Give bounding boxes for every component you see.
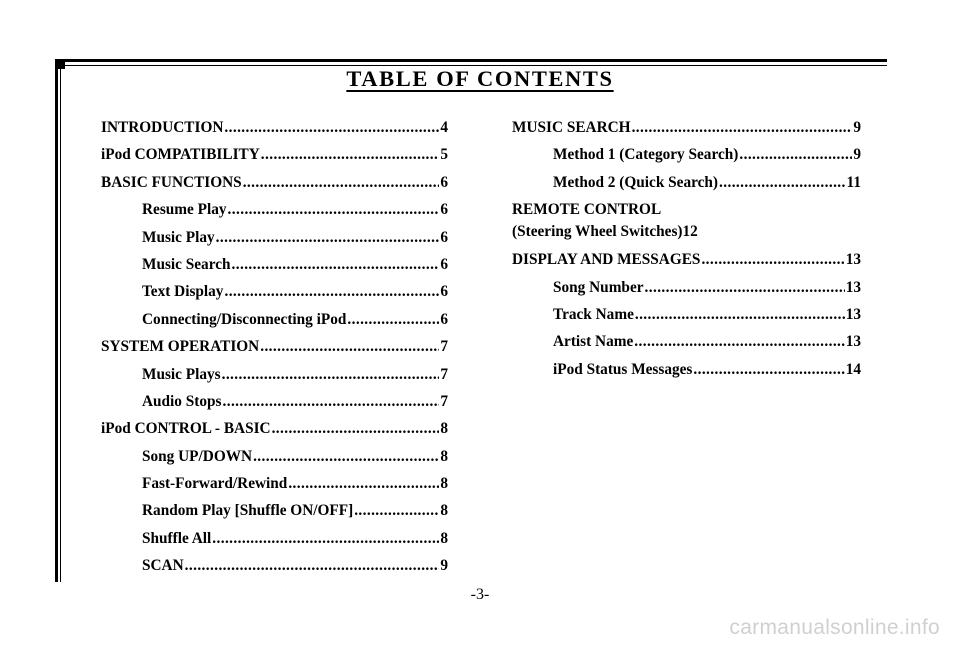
toc-entry-label: INTRODUCTION [101,119,224,136]
toc-entry-label: Track Name [553,305,634,323]
toc-entry-shuffle-all[interactable] [101,530,448,557]
toc-entry-label: Shuffle All [142,529,212,547]
dot-leader [222,366,440,384]
dot-leader [232,256,440,274]
toc-entry-page: 7 [440,365,448,383]
dot-leader [223,393,440,411]
toc-entry-label: Fast-Forward/Rewind [142,475,288,493]
toc-entry-page: 9 [853,119,861,136]
dot-leader [739,146,852,164]
page-number: -3- [470,586,490,603]
toc-entry-page: 6 [440,310,448,328]
toc-entry-page: 6 [440,228,448,246]
toc-entry-page: 14 [845,360,861,378]
toc-entry-page: 13 [845,333,861,351]
toc-entry-page: 8 [440,475,448,493]
toc-entry-label: Audio Stops [142,392,222,410]
toc-entry-song-up-down[interactable] [101,448,448,475]
toc-entry-ipod-compatibility[interactable] [101,146,448,173]
toc-entry-ipod-status-messages[interactable] [512,361,861,388]
toc-right-column [512,119,861,388]
toc-entry-page: 4 [440,119,448,136]
dot-leader [212,530,439,548]
dot-leader [693,361,844,379]
toc-left-column [101,119,448,585]
dot-leader [224,283,439,301]
toc-entry-resume-play[interactable] [101,201,448,228]
toc-entry-page: 13 [845,278,861,296]
toc-entry-display-and-messages[interactable] [512,251,861,278]
toc-entry-label: Resume Play [142,201,227,219]
dot-leader [347,311,439,329]
toc-entry-label: Text Display [142,283,224,301]
toc-entry-page: 13 [845,251,861,269]
toc-entry-page: 13 [845,305,861,323]
side-rule-thin [60,65,61,582]
toc-entry-label: Song UP/DOWN [142,447,253,465]
toc-entry-label-continued: (Steering Wheel Switches) [512,223,683,241]
side-rule-thick [55,59,58,582]
toc-entry-label: iPod COMPATIBILITY [101,146,260,164]
toc-entry-label: Artist Name [553,333,634,351]
toc-entry-label: DISPLAY AND MESSAGES [512,251,701,269]
toc-entry-label: iPod Status Messages [553,360,693,378]
toc-entry-label: REMOTE CONTROL [512,201,662,219]
toc-entry-text-display[interactable] [101,283,448,310]
toc-entry-label: iPod CONTROL - BASIC [101,420,271,438]
toc-entry-ipod-control-basic[interactable] [101,420,448,447]
toc-entry-label: Connecting/Disconnecting iPod [142,310,347,328]
toc-entry-page: 6 [440,283,448,301]
dot-leader [701,251,844,269]
toc-entry-music-plays[interactable] [101,366,448,393]
toc-entry-remote-control[interactable] [512,201,861,251]
dot-leader [645,279,845,297]
page-title-text: TABLE OF CONTENTS [346,66,614,91]
toc-entry-page: 12 [682,223,698,241]
toc-entry-label: Method 2 (Quick Search) [553,173,719,191]
dot-leader [632,119,853,137]
dot-leader [216,229,440,247]
toc-entry-introduction[interactable] [101,119,448,146]
toc-entry-label: Song Number [553,278,644,296]
toc-entry-page: 11 [846,173,861,191]
toc-entry-page: 5 [440,146,448,164]
toc-entry-label: Music Plays [142,365,221,383]
toc-entry-label: SYSTEM OPERATION [101,338,260,356]
toc-entry-label: Method 1 (Category Search) [553,146,739,164]
toc-entry-connecting-disconnecting-ipod[interactable] [101,311,448,338]
dot-leader [243,174,440,192]
toc-entry-page: 9 [440,557,448,575]
dot-leader [288,475,439,493]
toc-entry-page: 6 [440,201,448,219]
toc-entry-page: 8 [440,502,448,520]
toc-entry-page: 8 [440,420,448,438]
toc-entry-label: BASIC FUNCTIONS [101,173,242,191]
dot-leader [224,119,439,137]
toc-entry-page: 8 [440,447,448,465]
toc-entry-page: 6 [440,255,448,273]
header-rule-thick [55,59,887,62]
dot-leader [260,338,439,356]
page-title [0,66,960,92]
toc-entry-music-search[interactable] [101,256,448,283]
toc-entry-fast-forward-rewind[interactable] [101,475,448,502]
toc-entry-method-1-category-search[interactable] [512,146,861,173]
toc-entry-audio-stops[interactable] [101,393,448,420]
toc-entry-track-name[interactable] [512,306,861,333]
dot-leader [253,448,439,466]
toc-entry-music-search[interactable] [512,119,861,146]
watermark: carmanualsonline.info [729,616,940,639]
toc-entry-label: Music Play [142,228,215,246]
toc-entry-random-play-shuffle-on-off[interactable] [101,502,448,529]
dot-leader [354,502,439,520]
dot-leader [635,306,845,324]
toc-entry-page: 6 [440,173,448,191]
toc-entry-music-play[interactable] [101,229,448,256]
toc-entry-page: 8 [440,529,448,547]
toc-entry-label: MUSIC SEARCH [512,119,631,136]
toc-entry-page: 7 [440,338,448,356]
toc-entry-label: Music Search [142,255,231,273]
toc-entry-system-operation[interactable] [101,338,448,365]
toc-entry-basic-functions[interactable] [101,174,448,201]
toc-entry-label: Random Play [Shuffle ON/OFF] [142,502,354,520]
dot-leader [185,557,440,575]
dot-leader [634,333,844,351]
toc-entry-page: 7 [440,392,448,410]
toc-entry-song-number[interactable] [512,279,861,306]
toc-entry-line [512,223,861,250]
toc-entry-page: 9 [853,146,861,164]
toc-entry-scan[interactable] [101,557,448,584]
toc-entry-label: SCAN [142,557,184,575]
dot-leader [228,201,440,219]
dot-leader [719,174,846,192]
toc-entry-artist-name[interactable] [512,333,861,360]
dot-leader [272,420,440,438]
toc-entry-method-2-quick-search[interactable] [512,174,861,201]
dot-leader [261,146,440,164]
